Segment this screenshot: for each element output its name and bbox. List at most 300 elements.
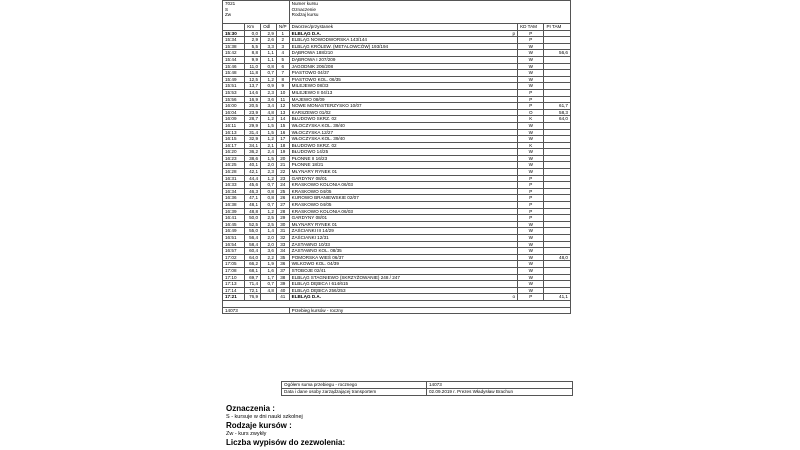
time-cell: 16:28 <box>223 169 245 176</box>
kd-cell: P <box>518 89 544 96</box>
kd-cell: P <box>518 208 544 215</box>
odl-header: Odl <box>261 24 277 31</box>
np-cell: 37 <box>276 267 289 274</box>
stop-name: ELBLĄG D.A. <box>291 30 322 36</box>
kd-cell: W <box>518 162 544 169</box>
stop-name: NOWE MONASTERZYSKO 10/07 <box>291 103 362 109</box>
np-cell: 16 <box>276 129 289 136</box>
pl-cell <box>544 70 571 77</box>
kd-cell: P <box>518 188 544 195</box>
kd-cell: W <box>518 235 544 242</box>
timetable-document <box>222 0 582 447</box>
stop-cell <box>289 63 517 70</box>
stop-cell <box>289 202 517 209</box>
np-cell: 8 <box>276 76 289 83</box>
np-cell: 18 <box>276 142 289 149</box>
odl-cell <box>261 294 277 301</box>
time-cell: 16:49 <box>223 228 245 235</box>
table-row <box>223 149 571 156</box>
np-cell: 15 <box>276 122 289 129</box>
stop-cell <box>289 89 517 96</box>
pl-cell: 64,0 <box>544 116 571 123</box>
kd-cell: P <box>518 202 544 209</box>
table-row <box>223 267 571 274</box>
table-row <box>223 96 571 103</box>
table-row <box>223 162 571 169</box>
stop-cell <box>289 122 517 129</box>
kd-cell: W <box>518 267 544 274</box>
odl-cell: 4,8 <box>261 287 277 294</box>
table-row <box>223 116 571 123</box>
spacer-row <box>223 300 571 307</box>
annual-mileage-row <box>223 307 571 314</box>
summary-row <box>282 389 573 396</box>
np-cell: 30 <box>276 221 289 228</box>
pl-cell <box>544 195 571 202</box>
odl-cell: 3,3 <box>261 43 277 50</box>
np-cell: 31 <box>276 228 289 235</box>
stop-name: BŁUDOWO SKRZ. 02 <box>291 116 337 122</box>
km-cell: 71,4 <box>245 281 261 288</box>
odl-cell: 2,5 <box>261 221 277 228</box>
kd-cell: W <box>518 149 544 156</box>
pl-cell <box>544 122 571 129</box>
pl-cell <box>544 96 571 103</box>
odl-cell: 2,0 <box>261 241 277 248</box>
stop-cell <box>289 287 517 294</box>
time-cell: 16:04 <box>223 109 245 116</box>
stop-name: ELBLĄG D.A. <box>291 294 322 300</box>
stop-cell <box>289 129 517 136</box>
table-row <box>223 43 571 50</box>
np-cell: 34 <box>276 248 289 255</box>
kd-cell: K <box>518 116 544 123</box>
odl-cell: 2,5 <box>261 215 277 222</box>
time-cell: 16:39 <box>223 208 245 215</box>
km-cell: 48,8 <box>245 208 261 215</box>
table-row <box>223 175 571 182</box>
pl-cell <box>544 30 571 37</box>
stop-cell <box>289 109 517 116</box>
km-cell: 52,5 <box>245 221 261 228</box>
time-cell: 16:54 <box>223 241 245 248</box>
pl-cell <box>544 155 571 162</box>
pl-cell <box>544 37 571 44</box>
pl-cell <box>544 175 571 182</box>
table-row <box>223 103 571 110</box>
stop-name: MAJEWO 08/09 <box>291 96 325 102</box>
km-cell: 2,9 <box>245 37 261 44</box>
km-cell: 72,1 <box>245 287 261 294</box>
table-row <box>223 228 571 235</box>
table-row <box>223 169 571 176</box>
course-type-label: Rodzaj kursu <box>291 12 319 18</box>
odl-cell: 1,1 <box>261 50 277 57</box>
time-cell: 15:53 <box>223 89 245 96</box>
kd-cell: O <box>518 109 544 116</box>
kd-cell: K <box>518 142 544 149</box>
km-cell: 42,1 <box>245 169 261 176</box>
km-cell: 40,1 <box>245 162 261 169</box>
km-cell: 11,8 <box>245 70 261 77</box>
odl-cell: 2,2 <box>261 254 277 261</box>
stop-name: ELBLĄG DĘBICA 256/253 <box>291 287 346 293</box>
pl-cell: 58,3 <box>544 109 571 116</box>
kd-cell: P <box>518 215 544 222</box>
header-row <box>223 1 571 24</box>
km-cell: 68,1 <box>245 267 261 274</box>
time-cell: 17:10 <box>223 274 245 281</box>
pl-cell <box>544 221 571 228</box>
time-cell: 17:05 <box>223 261 245 268</box>
stop-cell <box>289 235 517 242</box>
np-cell: 38 <box>276 274 289 281</box>
stop-name: MŁYNARY RYNEK 01 <box>291 221 338 227</box>
odl-cell: 1,4 <box>261 228 277 235</box>
odl-cell: 0,7 <box>261 202 277 209</box>
pl-cell <box>544 56 571 63</box>
table-row <box>223 254 571 261</box>
np-cell: 9 <box>276 83 289 90</box>
stop-cell <box>289 169 517 176</box>
stop-cell <box>289 116 517 123</box>
kd-cell: P <box>518 195 544 202</box>
stop-cell <box>289 208 517 215</box>
km-cell: 44,4 <box>245 175 261 182</box>
km-cell: 16,9 <box>245 96 261 103</box>
pl-cell: 61,7 <box>544 103 571 110</box>
odl-cell: 0,8 <box>261 63 277 70</box>
time-cell: 16:33 <box>223 182 245 189</box>
stop-cell <box>289 162 517 169</box>
pl-cell <box>544 43 571 50</box>
stop-name: ZAŚCIANKI III 14/29 <box>291 228 334 234</box>
stop-cell <box>289 274 517 281</box>
np-cell: 22 <box>276 169 289 176</box>
odl-cell: 2,3 <box>261 89 277 96</box>
np-cell: 36 <box>276 261 289 268</box>
odl-cell: 1,2 <box>261 208 277 215</box>
pl-cell <box>544 182 571 189</box>
km-cell: 31,4 <box>245 129 261 136</box>
kd-cell: W <box>518 63 544 70</box>
table-row <box>223 261 571 268</box>
timetable-table <box>222 0 571 314</box>
pl-cell <box>544 274 571 281</box>
course-labels-cell <box>289 1 570 24</box>
time-cell: 16:11 <box>223 122 245 129</box>
table-row <box>223 281 571 288</box>
table-row <box>223 50 571 57</box>
km-cell: 8,8 <box>245 50 261 57</box>
odl-cell: 1,6 <box>261 267 277 274</box>
stop-cell <box>289 83 517 90</box>
summary-value: 14073 <box>427 382 573 389</box>
time-cell: 17:08 <box>223 267 245 274</box>
stop-cell <box>289 155 517 162</box>
stop-name: KRASKOWO KOLONIA 06/03 <box>291 208 353 214</box>
pl-cell <box>544 162 571 169</box>
stop-name: WŁOCZYSKA 12/27 <box>291 129 334 135</box>
kd-cell: W <box>518 56 544 63</box>
time-cell: 16:45 <box>223 221 245 228</box>
pl-cell <box>544 202 571 209</box>
table-row <box>223 89 571 96</box>
kd-cell: W <box>518 136 544 143</box>
np-cell: 33 <box>276 241 289 248</box>
km-cell: 36,2 <box>245 149 261 156</box>
pl-cell: 56,6 <box>544 50 571 57</box>
table-row <box>223 56 571 63</box>
stop-cell <box>289 261 517 268</box>
stop-name: WŁOCZYSKA KOL. 39/40 <box>291 122 345 128</box>
odl-cell: 0,9 <box>261 83 277 90</box>
time-cell: 16:15 <box>223 136 245 143</box>
pl-cell <box>544 83 571 90</box>
np-cell: 25 <box>276 188 289 195</box>
pl-cell <box>544 142 571 149</box>
np-header: N/P <box>276 24 289 31</box>
pl-cell <box>544 241 571 248</box>
stop-header: Dworzec/przystanek <box>289 24 517 31</box>
time-cell: 16:25 <box>223 162 245 169</box>
table-row <box>223 155 571 162</box>
np-cell: 14 <box>276 116 289 123</box>
stop-cell <box>289 241 517 248</box>
time-cell: 16:57 <box>223 248 245 255</box>
stop-cell <box>289 228 517 235</box>
table-row <box>223 142 571 149</box>
kd-cell: P <box>518 30 544 37</box>
time-cell: 16:34 <box>223 188 245 195</box>
np-cell: 3 <box>276 43 289 50</box>
km-cell: 0,0 <box>245 30 261 37</box>
np-cell: 20 <box>276 155 289 162</box>
summary-value: 02.09.2019 r. Prezes Władysław Brachun <box>427 389 573 396</box>
time-cell: 16:17 <box>223 142 245 149</box>
table-row <box>223 63 571 70</box>
table-row <box>223 136 571 143</box>
stop-name: JAGODNIK 206/208 <box>291 63 334 69</box>
km-cell: 56,4 <box>245 235 261 242</box>
stop-name: DĄBROWA I 207/209 <box>291 56 336 62</box>
stop-cell <box>289 182 517 189</box>
stop-name: ELBLĄG KRÓLEW. (METALOWCÓW) 193/194 <box>291 43 389 49</box>
odl-cell: 1,5 <box>261 129 277 136</box>
stop-name: KRASKOWO 04/05 <box>291 188 332 194</box>
stop-cell <box>289 248 517 255</box>
odl-cell: 2,3 <box>261 169 277 176</box>
time-cell: 15:34 <box>223 37 245 44</box>
stop-name: KRASKOWO KOLONIA 06/03 <box>291 182 353 188</box>
np-cell: 12 <box>276 103 289 110</box>
np-cell: 1 <box>276 30 289 37</box>
kd-cell: W <box>518 228 544 235</box>
annual-mileage-value: 14073 <box>223 307 290 314</box>
time-cell: 16:09 <box>223 116 245 123</box>
summary-table <box>281 381 573 396</box>
time-cell: 15:56 <box>223 96 245 103</box>
km-cell: 46,3 <box>245 188 261 195</box>
notes-heading-markings: Oznaczenia : <box>226 404 275 413</box>
time-cell: 16:36 <box>223 195 245 202</box>
km-cell: 38,6 <box>245 155 261 162</box>
kd-cell: W <box>518 287 544 294</box>
np-cell: 26 <box>276 195 289 202</box>
table-row <box>223 30 571 37</box>
time-cell: 15:30 <box>223 30 245 37</box>
stop-name: BŁUDOWO 14/25 <box>291 149 329 155</box>
stop-name: PŁONNE II 16/23 <box>291 155 328 161</box>
odl-cell: 1,2 <box>261 116 277 123</box>
stop-name: PIASTOWO KOL. 06/35 <box>291 76 341 82</box>
kd-cell: W <box>518 169 544 176</box>
odl-cell: 1,9 <box>261 261 277 268</box>
np-cell: 41 <box>276 294 289 301</box>
np-cell: 19 <box>276 149 289 156</box>
kd-cell: W <box>518 281 544 288</box>
kd-cell: P <box>518 182 544 189</box>
table-row <box>223 294 571 301</box>
table-row <box>223 208 571 215</box>
pl-cell <box>544 89 571 96</box>
stop-name: ZASTAWNO KOL. 08/35 <box>291 248 342 254</box>
pl-cell: 41,1 <box>544 294 571 301</box>
km-cell: 34,1 <box>245 142 261 149</box>
pl-cell <box>544 287 571 294</box>
stop-name: KRASKOWO 04/05 <box>291 202 332 208</box>
stop-cell <box>289 43 517 50</box>
np-cell: 21 <box>276 162 289 169</box>
stop-cell <box>289 149 517 156</box>
pl-cell <box>544 149 571 156</box>
time-cell: 15:42 <box>223 50 245 57</box>
table-row <box>223 235 571 242</box>
stop-cell <box>289 96 517 103</box>
km-cell: 23,9 <box>245 109 261 116</box>
odl-cell: 2,4 <box>261 149 277 156</box>
stop-name: WILKOWO KOL. 04/39 <box>291 261 339 267</box>
stop-cell <box>289 76 517 83</box>
time-cell: 15:44 <box>223 56 245 63</box>
time-cell: 17:13 <box>223 281 245 288</box>
time-cell: 16:38 <box>223 202 245 209</box>
np-cell: 35 <box>276 254 289 261</box>
table-row <box>223 221 571 228</box>
km-cell: 14,6 <box>245 89 261 96</box>
pl-cell <box>544 208 571 215</box>
odl-cell: 1,7 <box>261 274 277 281</box>
table-row <box>223 195 571 202</box>
km-cell: 9,9 <box>245 56 261 63</box>
np-cell: 32 <box>276 235 289 242</box>
kd-header: KD TAM <box>518 24 544 31</box>
km-cell: 69,7 <box>245 274 261 281</box>
np-cell: 28 <box>276 208 289 215</box>
summary-label: Data i dane osoby zarządzającej transportem <box>282 389 427 396</box>
km-cell: 50,0 <box>245 215 261 222</box>
np-cell: 5 <box>276 56 289 63</box>
pl-cell <box>544 248 571 255</box>
kd-cell: P <box>518 96 544 103</box>
odl-cell: 3,6 <box>261 248 277 255</box>
np-cell: 7 <box>276 70 289 77</box>
notes-text-course-types: Zw - kurs zwykły <box>226 431 267 437</box>
odl-cell: 1,5 <box>261 122 277 129</box>
np-cell: 29 <box>276 215 289 222</box>
course-number-label: Numer kursu <box>291 1 318 6</box>
km-cell: 29,9 <box>245 122 261 129</box>
stop-cell <box>289 136 517 143</box>
kd-cell: W <box>518 274 544 281</box>
odl-cell: 4,8 <box>261 109 277 116</box>
pl-header: PI TAM <box>544 24 571 31</box>
km-cell: 60,4 <box>245 248 261 255</box>
odl-cell: 3,4 <box>261 103 277 110</box>
column-header-row <box>223 24 571 31</box>
np-cell: 40 <box>276 287 289 294</box>
table-row <box>223 76 571 83</box>
km-cell: 11,0 <box>245 63 261 70</box>
km-cell: 20,5 <box>245 103 261 110</box>
stop-name: MILEJEWO 08/33 <box>291 83 329 89</box>
stop-mark: p <box>512 30 516 36</box>
course-code-cell <box>223 1 290 24</box>
kd-cell: W <box>518 43 544 50</box>
stop-cell <box>289 254 517 261</box>
stop-mark: o <box>512 294 516 300</box>
stop-name: STOBOJE 02/41 <box>291 267 326 273</box>
summary-label: Ogółem suma przebiegu - rocznego <box>282 382 427 389</box>
stop-cell <box>289 215 517 222</box>
course-mark: S <box>225 6 229 12</box>
odl-cell: 0,8 <box>261 195 277 202</box>
time-cell: 17:02 <box>223 254 245 261</box>
notes-heading-permits: Liczba wypisów do zezwolenia: <box>226 438 346 447</box>
km-header: Km <box>245 24 261 31</box>
kd-cell: W <box>518 241 544 248</box>
time-cell: 15:49 <box>223 76 245 83</box>
pl-cell <box>544 228 571 235</box>
stop-name: ZASTAWNO 10/33 <box>291 241 330 247</box>
table-row <box>223 129 571 136</box>
pl-cell <box>544 215 571 222</box>
km-cell: 28,7 <box>245 116 261 123</box>
table-row <box>223 248 571 255</box>
km-cell: 32,9 <box>245 136 261 143</box>
kd-cell: W <box>518 122 544 129</box>
km-cell: 76,9 <box>245 294 261 301</box>
odl-cell: 3,6 <box>261 96 277 103</box>
kd-cell: W <box>518 50 544 57</box>
time-cell: 16:41 <box>223 215 245 222</box>
np-cell: 11 <box>276 96 289 103</box>
time-cell: 16:20 <box>223 149 245 156</box>
stop-name: ZAŚCIANKI 12/31 <box>291 235 329 240</box>
stop-name: GARDYNY 08/01 <box>291 215 328 221</box>
stop-name: ELBLĄG STAGNIEWO (SKRZYŻOWANIE) 248 / 247 <box>291 274 400 280</box>
kd-cell: W <box>518 76 544 83</box>
km-cell: 55,0 <box>245 228 261 235</box>
stop-name: GARDYNY 08/01 <box>291 175 328 181</box>
km-cell: 13,7 <box>245 83 261 90</box>
timetable-body <box>223 1 571 314</box>
table-row <box>223 37 571 44</box>
stop-name: PIASTOWO 04/37 <box>291 70 330 76</box>
notes-section <box>226 404 566 448</box>
table-row <box>223 274 571 281</box>
time-cell: 15:51 <box>223 83 245 90</box>
